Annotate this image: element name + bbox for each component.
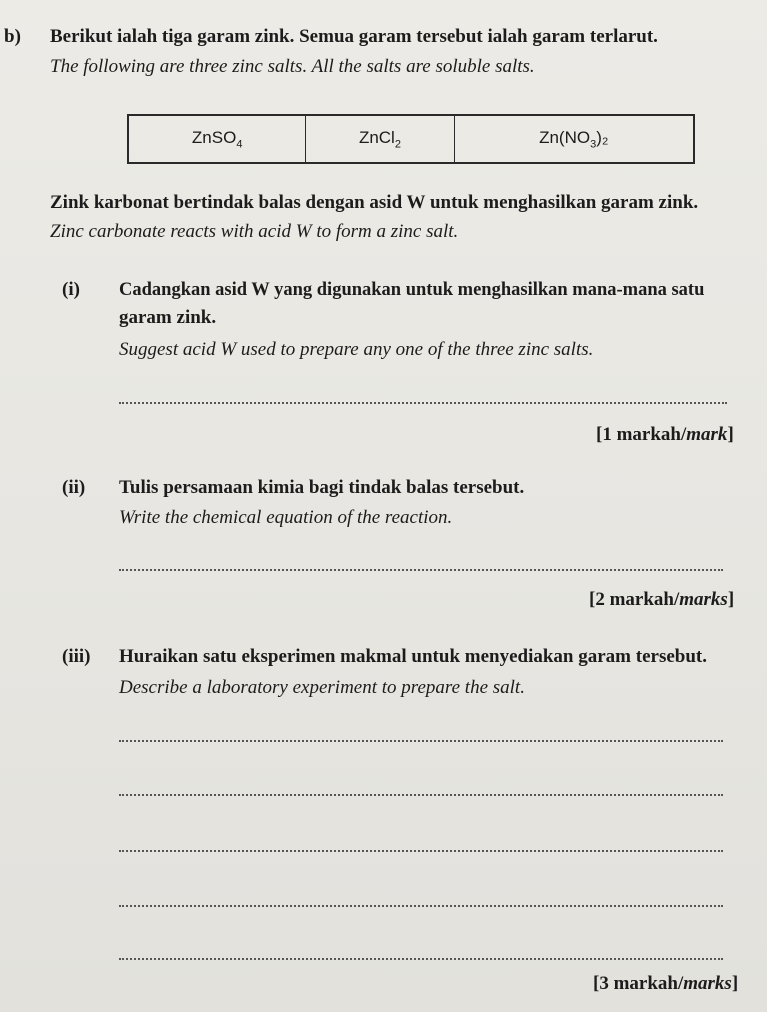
part-label: b) [4, 26, 21, 47]
salts-table [127, 114, 695, 164]
q1-marks: [1 markah/mark] [596, 424, 734, 445]
salt-cell: $Zn(NO_3)_2$ [454, 115, 694, 163]
q3-number: (iii) [62, 646, 91, 667]
q3-answer-line-1[interactable] [119, 740, 723, 742]
q3-answer-line-4[interactable] [119, 905, 723, 907]
q1-malay-line2: garam zink. [119, 307, 217, 328]
intro-malay: Berikut ialah tiga garam zink. Semua garam tersebut ialah garam terlarut. [50, 26, 658, 47]
q3-answer-line-2[interactable] [119, 794, 723, 796]
intro-english: The following are three zinc salts. All the salts are soluble salts. [50, 56, 535, 77]
q2-english: Write the chemical equation of the reaction. [119, 507, 453, 528]
salt-cell: ZnSO$_4$ [128, 115, 306, 163]
q2-answer-line[interactable] [119, 569, 723, 571]
q3-english: Describe a laboratory experiment to prepare the salt. [119, 677, 525, 698]
q3-malay: Huraikan satu eksperimen makmal untuk menyediakan garam tersebut. [119, 646, 707, 667]
q2-number: (ii) [62, 477, 86, 498]
statement-malay: Zink karbonat bertindak balas dengan asid W untuk menghasilkan garam zink. [50, 192, 699, 213]
q3-answer-line-3[interactable] [119, 850, 723, 852]
q2-malay: Tulis persamaan kimia bagi tindak balas tersebut. [119, 477, 525, 498]
q1-malay-line1: Cadangkan asid W yang digunakan untuk menghasilkan mana-mana satu [119, 280, 705, 300]
q3-answer-line-5[interactable] [119, 958, 723, 960]
q3-marks: [3 markah/marks] [593, 973, 739, 994]
statement-english: Zinc carbonate reacts with acid W to form a zinc salt. [50, 221, 459, 242]
q2-marks: [2 markah/marks] [589, 589, 735, 610]
salt-cell: ZnCl$_2$ [306, 115, 454, 163]
q1-number: (i) [62, 279, 80, 300]
q1-english: Suggest acid W used to prepare any one of the three zinc salts. [119, 339, 594, 360]
q1-answer-line[interactable] [119, 402, 727, 404]
